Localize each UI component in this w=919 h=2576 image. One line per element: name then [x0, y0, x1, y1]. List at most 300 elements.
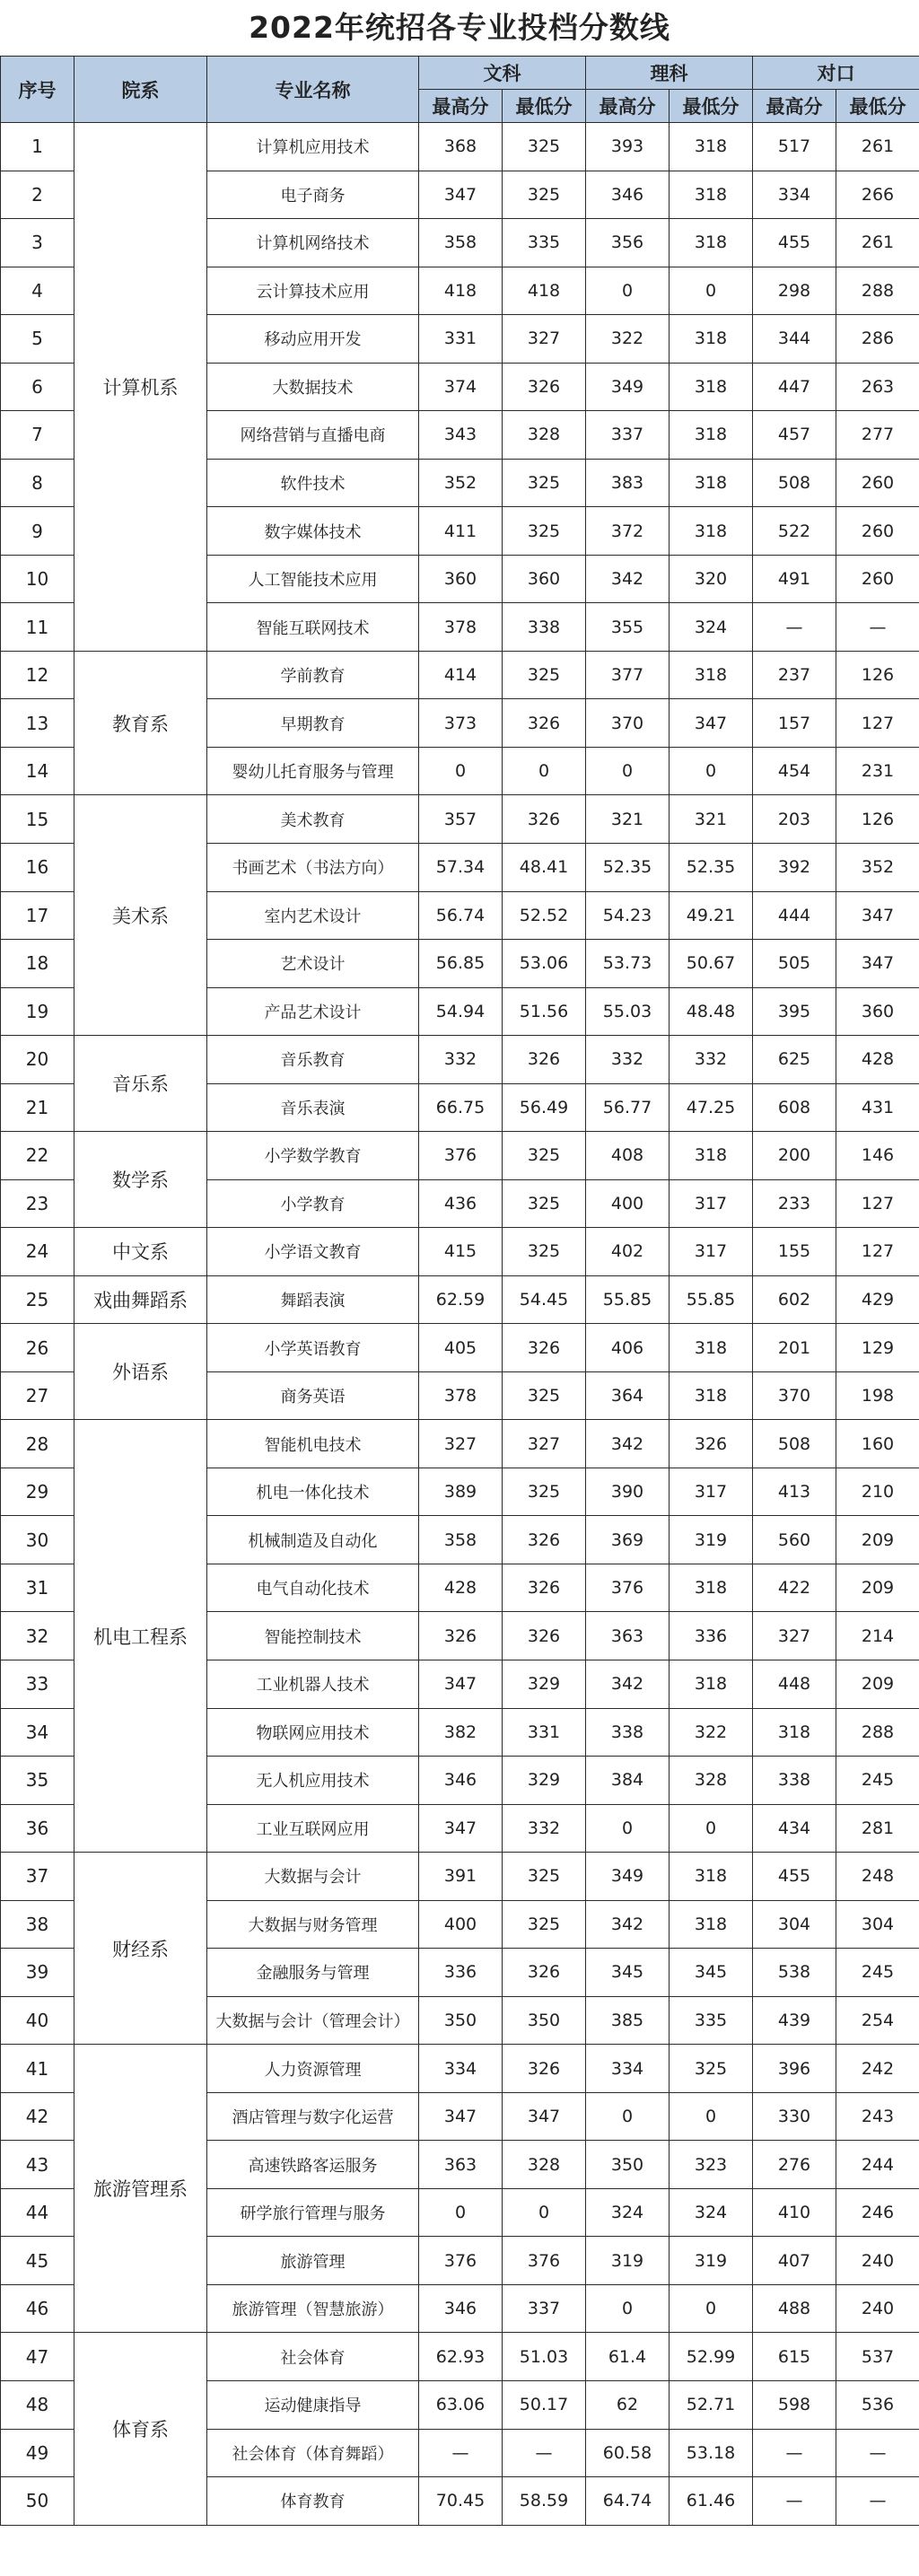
table-row [1, 651, 919, 699]
major-name: 小学数学教育 [207, 1132, 419, 1180]
score-wenke-max: 57.34 [419, 843, 503, 891]
row-index: 41 [1, 2045, 74, 2093]
row-index: 3 [1, 219, 74, 267]
score-duikou-max: 444 [753, 891, 836, 940]
score-duikou-min: 240 [836, 2237, 919, 2285]
score-wenke-min: 328 [503, 411, 586, 460]
major-name: 商务英语 [207, 1371, 419, 1420]
score-like-max: 0 [586, 2284, 670, 2333]
score-like-min: 318 [670, 1853, 753, 1901]
score-duikou-min: 254 [836, 1996, 919, 2045]
score-wenke-min: 325 [503, 123, 586, 171]
score-duikou-min: 286 [836, 315, 919, 364]
score-duikou-min: 263 [836, 363, 919, 411]
major-name: 人工智能技术应用 [207, 555, 419, 603]
score-like-min: 52.99 [670, 2333, 753, 2381]
major-name: 电气自动化技术 [207, 1564, 419, 1612]
score-wenke-min: 328 [503, 2141, 586, 2189]
score-like-min: 320 [670, 555, 753, 603]
major-name: 工业机器人技术 [207, 1660, 419, 1709]
row-index: 48 [1, 2380, 74, 2429]
score-wenke-min: 329 [503, 1757, 586, 1805]
score-wenke-max: 415 [419, 1228, 503, 1276]
score-duikou-min: 261 [836, 123, 919, 171]
row-index: 10 [1, 555, 74, 603]
score-like-min: 324 [670, 2188, 753, 2237]
dept-name: 外语系 [74, 1324, 207, 1420]
score-duikou-max: 598 [753, 2380, 836, 2429]
score-duikou-min: 210 [836, 1468, 919, 1516]
score-like-min: 319 [670, 2237, 753, 2285]
row-index: 50 [1, 2477, 74, 2526]
score-wenke-min: — [503, 2429, 586, 2477]
major-name: 工业互联网应用 [207, 1804, 419, 1853]
dept-name: 计算机系 [74, 123, 207, 652]
score-wenke-min: 325 [503, 1371, 586, 1420]
dept-name: 数学系 [74, 1132, 207, 1228]
major-name: 早期教育 [207, 699, 419, 748]
table-row [1, 1036, 919, 1084]
score-wenke-min: 326 [503, 363, 586, 411]
score-wenke-max: 428 [419, 1564, 503, 1612]
major-name: 书画艺术（书法方向） [207, 843, 419, 891]
score-duikou-max: 454 [753, 747, 836, 795]
score-wenke-max: 376 [419, 2237, 503, 2285]
score-wenke-max: 62.59 [419, 1275, 503, 1324]
score-duikou-max: 157 [753, 699, 836, 748]
score-duikou-min: 429 [836, 1275, 919, 1324]
score-wenke-max: 414 [419, 651, 503, 699]
major-name: 数字媒体技术 [207, 507, 419, 556]
score-duikou-max: 237 [753, 651, 836, 699]
score-wenke-max: 368 [419, 123, 503, 171]
score-like-min: 53.18 [670, 2429, 753, 2477]
score-like-max: 364 [586, 1371, 670, 1420]
table-row [1, 2045, 919, 2093]
score-like-max: 61.4 [586, 2333, 670, 2381]
major-name: 移动应用开发 [207, 315, 419, 364]
score-like-max: 393 [586, 123, 670, 171]
row-index: 1 [1, 123, 74, 171]
score-wenke-min: 347 [503, 2092, 586, 2141]
score-like-min: 318 [670, 123, 753, 171]
score-duikou-min: 246 [836, 2188, 919, 2237]
major-name: 产品艺术设计 [207, 987, 419, 1036]
score-like-max: 0 [586, 2092, 670, 2141]
major-name: 机械制造及自动化 [207, 1516, 419, 1564]
score-duikou-max: 522 [753, 507, 836, 556]
score-duikou-min: 198 [836, 1371, 919, 1420]
major-name: 机电一体化技术 [207, 1468, 419, 1516]
score-like-max: 390 [586, 1468, 670, 1516]
score-like-max: 402 [586, 1228, 670, 1276]
major-name: 大数据与会计（管理会计） [207, 1996, 419, 2045]
score-duikou-max: 457 [753, 411, 836, 460]
score-duikou-min: — [836, 603, 919, 652]
score-wenke-min: 0 [503, 2188, 586, 2237]
score-wenke-max: 336 [419, 1949, 503, 1997]
score-duikou-max: 508 [753, 1420, 836, 1468]
row-index: 45 [1, 2237, 74, 2285]
major-name: 金融服务与管理 [207, 1949, 419, 1997]
header-dept: 院系 [74, 57, 207, 123]
score-duikou-max: 434 [753, 1804, 836, 1853]
score-like-max: 56.77 [586, 1083, 670, 1132]
score-wenke-min: 325 [503, 1853, 586, 1901]
dept-name: 戏曲舞蹈系 [74, 1275, 207, 1324]
score-like-min: 47.25 [670, 1083, 753, 1132]
score-like-min: 332 [670, 1036, 753, 1084]
score-like-min: 318 [670, 315, 753, 364]
score-duikou-max: 338 [753, 1757, 836, 1805]
score-duikou-min: 281 [836, 1804, 919, 1853]
score-wenke-min: 332 [503, 1804, 586, 1853]
score-wenke-max: 350 [419, 1996, 503, 2045]
score-wenke-min: 337 [503, 2284, 586, 2333]
row-index: 36 [1, 1804, 74, 1853]
score-wenke-min: 325 [503, 507, 586, 556]
score-duikou-min: 231 [836, 747, 919, 795]
score-wenke-min: 325 [503, 1132, 586, 1180]
major-name: 网络营销与直播电商 [207, 411, 419, 460]
score-wenke-max: 352 [419, 459, 503, 507]
row-index: 6 [1, 363, 74, 411]
score-duikou-max: 334 [753, 171, 836, 219]
score-wenke-min: 325 [503, 1468, 586, 1516]
score-wenke-max: 378 [419, 1371, 503, 1420]
row-index: 33 [1, 1660, 74, 1709]
score-duikou-max: — [753, 2429, 836, 2477]
score-like-max: 55.03 [586, 987, 670, 1036]
major-name: 研学旅行管理与服务 [207, 2188, 419, 2237]
row-index: 46 [1, 2284, 74, 2333]
score-like-max: 342 [586, 1660, 670, 1709]
major-name: 大数据与会计 [207, 1853, 419, 1901]
score-like-min: 326 [670, 1420, 753, 1468]
score-like-min: 318 [670, 1371, 753, 1420]
score-duikou-max: 615 [753, 2333, 836, 2381]
score-wenke-max: 373 [419, 699, 503, 748]
row-index: 19 [1, 987, 74, 1036]
score-duikou-max: 410 [753, 2188, 836, 2237]
score-duikou-min: 536 [836, 2380, 919, 2429]
major-name: 云计算技术应用 [207, 267, 419, 315]
score-duikou-max: 327 [753, 1612, 836, 1660]
score-like-min: 336 [670, 1612, 753, 1660]
score-wenke-min: 56.49 [503, 1083, 586, 1132]
score-wenke-max: 358 [419, 1516, 503, 1564]
score-like-max: 0 [586, 267, 670, 315]
score-duikou-max: 395 [753, 987, 836, 1036]
row-index: 7 [1, 411, 74, 460]
score-like-max: 342 [586, 555, 670, 603]
header-wenke-max: 最高分 [419, 90, 503, 123]
score-like-min: 318 [670, 459, 753, 507]
score-duikou-min: 244 [836, 2141, 919, 2189]
score-wenke-max: 63.06 [419, 2380, 503, 2429]
header-wenke-min: 最低分 [503, 90, 586, 123]
score-duikou-min: 431 [836, 1083, 919, 1132]
score-duikou-min: 266 [836, 171, 919, 219]
score-duikou-min: 260 [836, 459, 919, 507]
major-name: 智能机电技术 [207, 1420, 419, 1468]
header-like-min: 最低分 [670, 90, 753, 123]
score-wenke-min: 326 [503, 1516, 586, 1564]
table-row [1, 1132, 919, 1180]
score-duikou-max: 455 [753, 1853, 836, 1901]
row-index: 29 [1, 1468, 74, 1516]
score-like-max: 369 [586, 1516, 670, 1564]
score-duikou-min: 209 [836, 1660, 919, 1709]
row-index: 18 [1, 940, 74, 988]
dept-name: 旅游管理系 [74, 2045, 207, 2333]
table-row [1, 1853, 919, 1901]
score-duikou-min: 248 [836, 1853, 919, 1901]
score-table [0, 56, 919, 2526]
row-index: 16 [1, 843, 74, 891]
major-name: 体育教育 [207, 2477, 419, 2526]
score-like-min: 52.35 [670, 843, 753, 891]
row-index: 21 [1, 1083, 74, 1132]
score-wenke-max: 56.85 [419, 940, 503, 988]
score-like-min: 317 [670, 1468, 753, 1516]
score-duikou-min: 127 [836, 1179, 919, 1228]
header-index: 序号 [1, 57, 74, 123]
score-like-max: 55.85 [586, 1275, 670, 1324]
row-index: 14 [1, 747, 74, 795]
score-like-min: 52.71 [670, 2380, 753, 2429]
row-index: 44 [1, 2188, 74, 2237]
score-wenke-min: 327 [503, 315, 586, 364]
major-name: 美术教育 [207, 795, 419, 844]
score-wenke-max: — [419, 2429, 503, 2477]
score-duikou-max: 276 [753, 2141, 836, 2189]
score-like-max: 385 [586, 1996, 670, 2045]
major-name: 高速铁路客运服务 [207, 2141, 419, 2189]
score-like-max: 321 [586, 795, 670, 844]
score-wenke-min: 331 [503, 1708, 586, 1757]
score-like-min: 0 [670, 747, 753, 795]
score-like-max: 349 [586, 1853, 670, 1901]
row-index: 25 [1, 1275, 74, 1324]
dept-name: 体育系 [74, 2333, 207, 2525]
score-wenke-max: 346 [419, 2284, 503, 2333]
score-wenke-max: 357 [419, 795, 503, 844]
major-name: 社会体育 [207, 2333, 419, 2381]
score-duikou-max: 304 [753, 1900, 836, 1949]
major-name: 计算机应用技术 [207, 123, 419, 171]
dept-name: 机电工程系 [74, 1420, 207, 1853]
major-name: 旅游管理 [207, 2237, 419, 2285]
score-like-min: 323 [670, 2141, 753, 2189]
table-row [1, 123, 919, 171]
score-like-min: 318 [670, 1324, 753, 1372]
score-duikou-min: 126 [836, 795, 919, 844]
score-like-min: 318 [670, 651, 753, 699]
score-wenke-max: 400 [419, 1900, 503, 1949]
score-wenke-max: 363 [419, 2141, 503, 2189]
row-index: 40 [1, 1996, 74, 2045]
major-name: 学前教育 [207, 651, 419, 699]
score-duikou-max: 370 [753, 1371, 836, 1420]
score-wenke-min: 58.59 [503, 2477, 586, 2526]
score-wenke-max: 343 [419, 411, 503, 460]
score-duikou-max: 448 [753, 1660, 836, 1709]
table-row [1, 1420, 919, 1468]
score-like-max: 54.23 [586, 891, 670, 940]
row-index: 23 [1, 1179, 74, 1228]
score-duikou-min: 261 [836, 219, 919, 267]
score-wenke-min: 325 [503, 1900, 586, 1949]
score-like-min: 50.67 [670, 940, 753, 988]
row-index: 17 [1, 891, 74, 940]
score-like-min: 328 [670, 1757, 753, 1805]
row-index: 47 [1, 2333, 74, 2381]
score-duikou-max: — [753, 2477, 836, 2526]
major-name: 音乐表演 [207, 1083, 419, 1132]
score-like-min: 319 [670, 1516, 753, 1564]
score-wenke-max: 334 [419, 2045, 503, 2093]
score-wenke-max: 360 [419, 555, 503, 603]
score-duikou-max: 491 [753, 555, 836, 603]
score-like-min: 318 [670, 411, 753, 460]
score-like-max: 338 [586, 1708, 670, 1757]
table-row [1, 2333, 919, 2381]
score-wenke-min: 329 [503, 1660, 586, 1709]
score-like-max: 342 [586, 1900, 670, 1949]
score-like-min: 317 [670, 1179, 753, 1228]
row-index: 49 [1, 2429, 74, 2477]
score-wenke-min: 376 [503, 2237, 586, 2285]
score-wenke-min: 335 [503, 219, 586, 267]
score-duikou-max: 233 [753, 1179, 836, 1228]
score-duikou-max: 344 [753, 315, 836, 364]
score-duikou-min: 243 [836, 2092, 919, 2141]
major-name: 社会体育（体育舞蹈） [207, 2429, 419, 2477]
score-duikou-max: 422 [753, 1564, 836, 1612]
score-like-max: 363 [586, 1612, 670, 1660]
score-wenke-max: 389 [419, 1468, 503, 1516]
score-like-min: 324 [670, 603, 753, 652]
score-like-min: 49.21 [670, 891, 753, 940]
score-wenke-max: 391 [419, 1853, 503, 1901]
score-duikou-max: 447 [753, 363, 836, 411]
row-index: 13 [1, 699, 74, 748]
table-header [1, 57, 919, 123]
dept-name: 教育系 [74, 651, 207, 795]
score-like-min: 347 [670, 699, 753, 748]
score-like-max: 408 [586, 1132, 670, 1180]
score-like-min: 322 [670, 1708, 753, 1757]
row-index: 43 [1, 2141, 74, 2189]
score-wenke-min: 50.17 [503, 2380, 586, 2429]
major-name: 运动健康指导 [207, 2380, 419, 2429]
score-duikou-max: 330 [753, 2092, 836, 2141]
score-wenke-max: 347 [419, 2092, 503, 2141]
score-duikou-max: 392 [753, 843, 836, 891]
major-name: 小学语文教育 [207, 1228, 419, 1276]
score-like-min: 318 [670, 171, 753, 219]
row-index: 24 [1, 1228, 74, 1276]
score-duikou-min: 146 [836, 1132, 919, 1180]
score-wenke-min: 326 [503, 1564, 586, 1612]
score-like-min: 48.48 [670, 987, 753, 1036]
table-body [1, 123, 919, 2526]
score-duikou-min: 242 [836, 2045, 919, 2093]
score-wenke-max: 347 [419, 1804, 503, 1853]
score-like-min: 318 [670, 219, 753, 267]
score-like-max: 332 [586, 1036, 670, 1084]
score-like-min: 318 [670, 507, 753, 556]
dept-name: 音乐系 [74, 1036, 207, 1132]
score-duikou-min: 209 [836, 1564, 919, 1612]
score-like-max: 350 [586, 2141, 670, 2189]
score-wenke-max: 331 [419, 315, 503, 364]
major-name: 小学英语教育 [207, 1324, 419, 1372]
header-duikou-min: 最低分 [836, 90, 919, 123]
score-like-max: 0 [586, 1804, 670, 1853]
score-wenke-min: 326 [503, 1324, 586, 1372]
score-like-max: 53.73 [586, 940, 670, 988]
major-name: 大数据与财务管理 [207, 1900, 419, 1949]
table-row [1, 795, 919, 844]
row-index: 2 [1, 171, 74, 219]
major-name: 软件技术 [207, 459, 419, 507]
score-like-max: 319 [586, 2237, 670, 2285]
score-duikou-max: 318 [753, 1708, 836, 1757]
score-like-min: 0 [670, 2284, 753, 2333]
score-wenke-max: 346 [419, 1757, 503, 1805]
row-index: 34 [1, 1708, 74, 1757]
score-duikou-max: 203 [753, 795, 836, 844]
score-like-max: 377 [586, 651, 670, 699]
page-title: 2022年统招各专业投档分数线 [249, 10, 670, 45]
major-name: 婴幼儿托育服务与管理 [207, 747, 419, 795]
table-row [1, 1324, 919, 1372]
score-duikou-max: — [753, 603, 836, 652]
row-index: 9 [1, 507, 74, 556]
major-name: 舞蹈表演 [207, 1275, 419, 1324]
major-name: 物联网应用技术 [207, 1708, 419, 1757]
score-wenke-max: 418 [419, 267, 503, 315]
score-like-min: 318 [670, 363, 753, 411]
score-wenke-min: 326 [503, 795, 586, 844]
row-index: 38 [1, 1900, 74, 1949]
header-duikou-max: 最高分 [753, 90, 836, 123]
score-duikou-min: 288 [836, 267, 919, 315]
score-duikou-max: 538 [753, 1949, 836, 1997]
major-name: 室内艺术设计 [207, 891, 419, 940]
score-wenke-min: 48.41 [503, 843, 586, 891]
score-wenke-max: 358 [419, 219, 503, 267]
major-name: 艺术设计 [207, 940, 419, 988]
score-duikou-max: 413 [753, 1468, 836, 1516]
score-like-max: 345 [586, 1949, 670, 1997]
major-name: 酒店管理与数字化运营 [207, 2092, 419, 2141]
score-wenke-min: 327 [503, 1420, 586, 1468]
score-duikou-min: 209 [836, 1516, 919, 1564]
score-wenke-min: 325 [503, 1179, 586, 1228]
score-duikou-min: 245 [836, 1757, 919, 1805]
score-duikou-min: 537 [836, 2333, 919, 2381]
score-like-max: 370 [586, 699, 670, 748]
score-duikou-max: 488 [753, 2284, 836, 2333]
row-index: 4 [1, 267, 74, 315]
score-wenke-max: 326 [419, 1612, 503, 1660]
score-wenke-min: 325 [503, 459, 586, 507]
score-duikou-max: 155 [753, 1228, 836, 1276]
row-index: 28 [1, 1420, 74, 1468]
